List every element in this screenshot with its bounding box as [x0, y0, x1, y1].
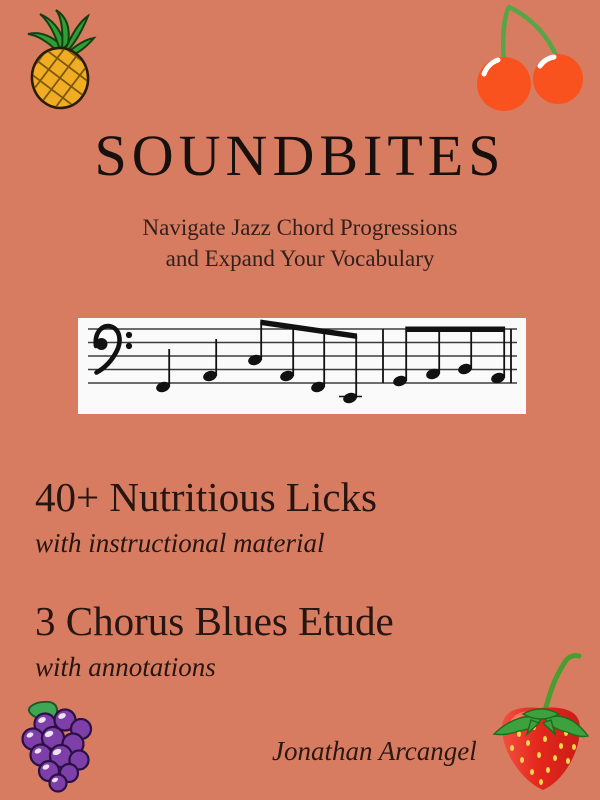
- subtitle: [0, 212, 600, 274]
- feature-licks-note: with instructional material: [35, 528, 325, 558]
- subtitle-line-2: and Expand Your Vocabulary: [165, 246, 435, 271]
- music-staff-panel: [78, 318, 526, 414]
- bass-clef-staff-icon: [78, 318, 526, 414]
- pineapple-icon: [22, 8, 98, 110]
- subtitle-line-1: Navigate Jazz Chord Progressions: [142, 215, 458, 240]
- grapes-icon: [11, 698, 101, 796]
- feature-etude-heading: 3 Chorus Blues Etude: [35, 598, 394, 644]
- author-name: Jonathan Arcangel: [272, 736, 477, 766]
- strawberry-icon: [489, 648, 591, 798]
- feature-etude: [35, 596, 394, 684]
- feature-licks: [35, 472, 377, 560]
- feature-etude-note: with annotations: [35, 652, 216, 682]
- page-title: SOUNDBITES: [94, 123, 506, 188]
- cherries-icon: [474, 2, 592, 114]
- feature-licks-heading: 40+ Nutritious Licks: [35, 474, 377, 520]
